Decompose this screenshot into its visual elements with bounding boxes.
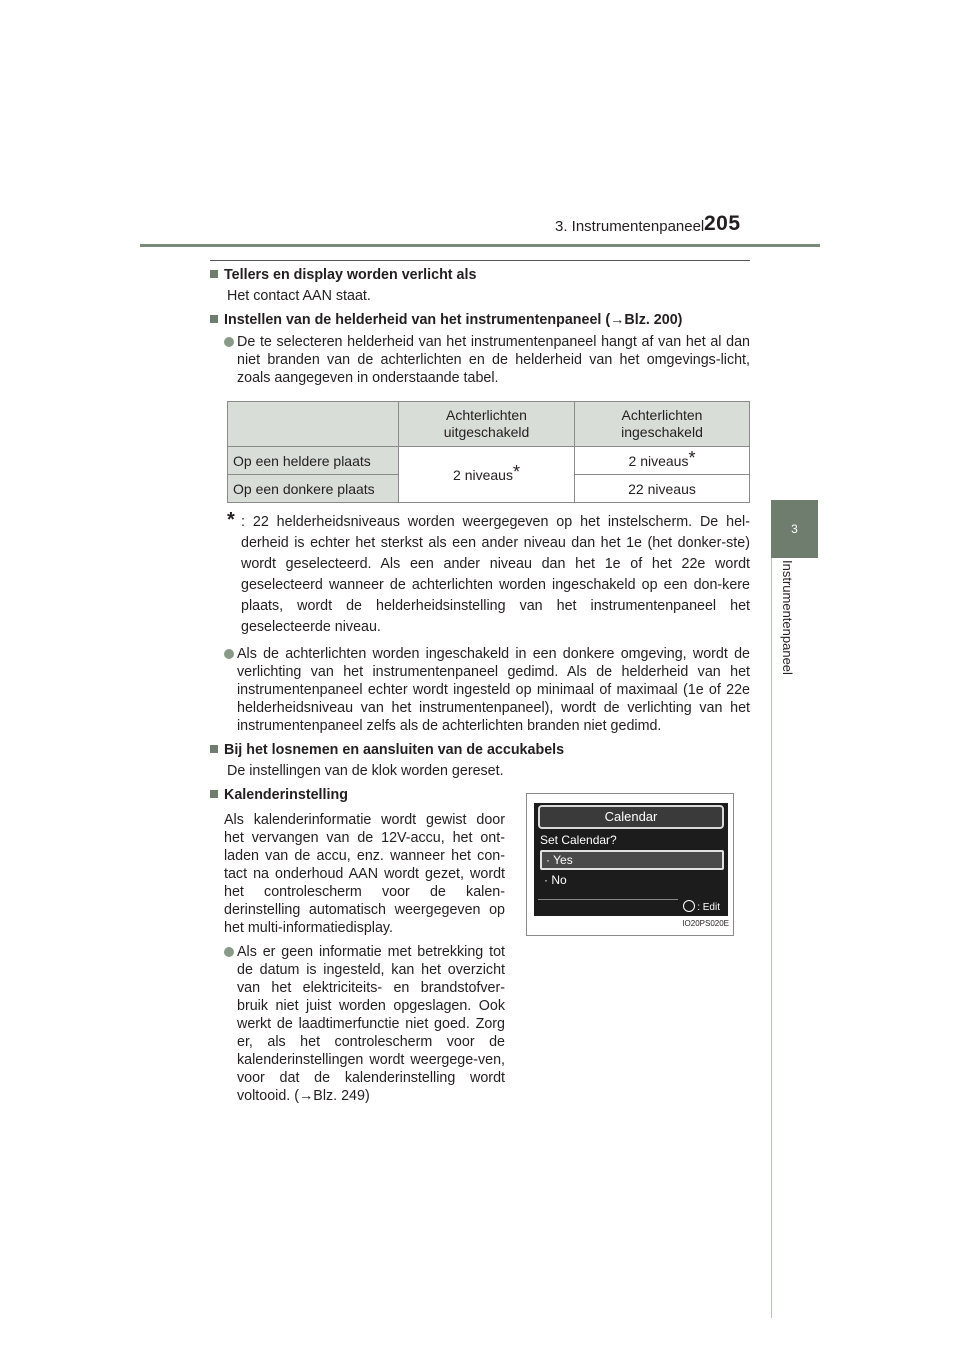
calendar-screen-figure (526, 793, 734, 936)
table-row-label: Op een donkere plaats (228, 475, 399, 503)
footnote: * : 22 helderheidsniveaus worden weergegeven op het instelscherm. De hel-derheid is echter het sterkst als een ander niveau dan het 1e (het donker-ste) wordt geselecteerd. Als een ander niveau dan het 1e of het 22e wordt geselecteerd wanneer de achterlichten worden ingeschakeld op een don-kere plaats, wordt de helderheidsinstelling van het instrumentenpaneel het geselecteerde niveau. (227, 509, 750, 635)
section-heading: Tellers en display worden verlicht als (210, 266, 750, 284)
table-header-cell: Achterlichten ingeschakeld (575, 402, 750, 447)
section-heading: Instellen van de helderheid van het instrumentenpaneel (→Blz. 200) (210, 311, 750, 329)
bullet-item: Als de achterlichten worden ingeschakeld in een donkere omgeving, wordt de verlichting van het instrumentenpaneel gedimd. Als de helderheid van het instrumentenpaneel echter wordt ingesteld op minimaal of maximaal (1e of 22e helderheidsniveau van het instrumentenpaneel), wordt de verlichting van het instrumentenpaneel zelfs als de achterlichten branden niet gedimd. (210, 645, 750, 735)
screen-question: Set Calendar? (540, 833, 617, 847)
section-text: Als kalenderinformatie wordt gewist door het vervangen van de 12V-accu, het ont-laden van de accu, enz. wanneer het con-tact na onderhoud AAN wordt gezet, wordt het controlescherm voor de kalen-derinstelling automatisch weergegeven op het multi-informatiedisplay. (224, 812, 505, 936)
section-rule (210, 260, 750, 261)
screen-title: Calendar (538, 805, 724, 829)
table-header-row (228, 402, 750, 447)
chapter-title: 3. Instrumentenpaneel (555, 218, 705, 235)
image-code: IO20PS020E (682, 919, 729, 928)
table-cell: 2 niveaus* (399, 447, 575, 503)
page-number: 205 (704, 212, 741, 235)
chapter-side-label: Instrumentenpaneel (780, 560, 795, 675)
header-rule (140, 244, 820, 247)
bullet-item: Als er geen informatie met betrekking tot de datum is ingesteld, kan het overzicht van het elektriciteits- en brandstofver-bruik niet juist worden opgeslagen. Ook werkt de laadtimerfunctie niet goed. Zorg er, als het controlescherm voor de kalenderinstellingen wordt weergege-ven, voor dat de kalenderinstelling wordt voltooid. (→Blz. 249) (210, 943, 505, 1105)
footnote-star: * (227, 509, 235, 531)
section-text: De instellingen van de klok worden gereset. (227, 763, 504, 779)
option-yes: · Yes (540, 850, 724, 870)
screen-divider (538, 899, 678, 900)
page-content (210, 266, 750, 1105)
multi-info-display (534, 803, 728, 916)
round-bullet-icon (224, 947, 234, 957)
section-heading: Kalenderinstelling (210, 786, 750, 804)
brightness-table (227, 401, 750, 503)
square-bullet-icon (210, 745, 218, 753)
chapter-tab-number: 3 (791, 522, 798, 536)
round-bullet-icon (224, 337, 234, 347)
square-bullet-icon (210, 790, 218, 798)
table-row-label: Op een heldere plaats (228, 447, 399, 475)
dial-icon (683, 900, 695, 912)
table-corner-cell (228, 402, 399, 447)
bullet-item: De te selecteren helderheid van het instrumentenpaneel hangt af van het al dan niet branden van de achterlichten en de helderheid van het omgevings-licht, zoals aangegeven in onderstaande tabel. (210, 333, 750, 387)
option-no: · No (544, 873, 567, 887)
table-header-cell: Achterlichten uitgeschakeld (399, 402, 575, 447)
table-cell: 2 niveaus* (575, 447, 750, 475)
round-bullet-icon (224, 649, 234, 659)
table-row (228, 447, 750, 475)
section-heading: Bij het losnemen en aansluiten van de accukabels (210, 741, 750, 759)
section-text: Het contact AAN staat. (227, 288, 371, 304)
edit-hint: : Edit (683, 899, 720, 916)
square-bullet-icon (210, 270, 218, 278)
chapter-side-bar (771, 558, 819, 1318)
table-cell: 22 niveaus (575, 475, 750, 503)
calendar-text-column (210, 811, 505, 1105)
square-bullet-icon (210, 315, 218, 323)
chapter-tab (771, 500, 818, 558)
